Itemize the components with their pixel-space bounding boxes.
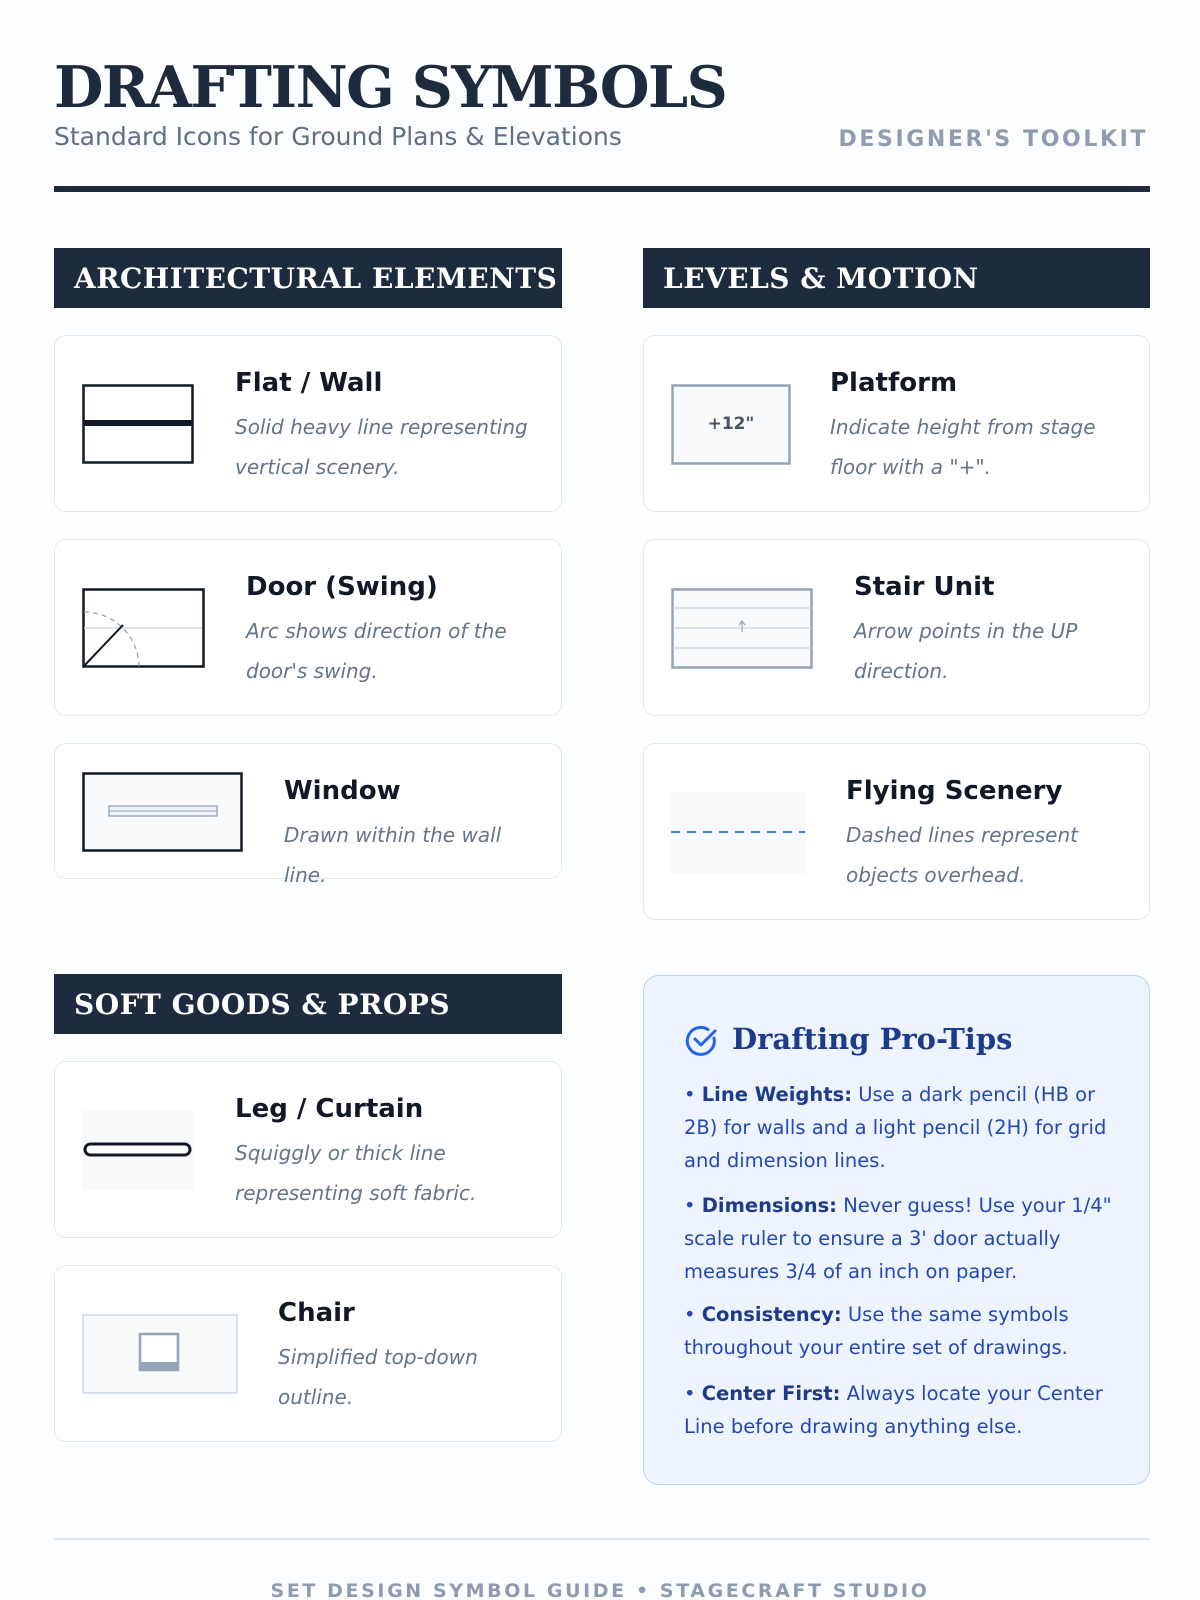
tip-label: Line Weights: <box>701 1083 852 1106</box>
platform-symbol-icon <box>671 384 791 466</box>
tip-label: Center First: <box>701 1382 841 1405</box>
symbol-name: Stair Unit <box>854 572 995 602</box>
tip-item: • Dimensions: Never guess! Use your 1/4" scale ruler to ensure a 3' door actually measures 3/4 of an inch on paper. <box>684 1194 1112 1283</box>
tip-label: Dimensions: <box>701 1194 837 1217</box>
tip-text: Use the same symbols throughout your entire set of drawings. <box>684 1303 1069 1359</box>
symbol-name: Chair <box>278 1298 355 1328</box>
header-divider <box>54 186 1150 192</box>
flying-scenery-symbol-icon <box>671 792 805 874</box>
symbol-description: Arc shows direction of the door's swing. <box>246 619 507 683</box>
symbol-description: Solid heavy line representing vertical scenery. <box>235 415 528 479</box>
chair-symbol-icon <box>82 1314 238 1394</box>
symbol-card-window <box>54 743 562 887</box>
flat-wall-symbol-icon <box>82 384 194 464</box>
page-header <box>54 55 1150 153</box>
tip-item: • Consistency: Use the same symbols throughout your entire set of drawings. <box>684 1303 1069 1359</box>
symbol-card-flying-scenery <box>643 743 1150 920</box>
symbol-name: Flying Scenery <box>846 776 1063 806</box>
tip-label: Consistency: <box>701 1303 842 1326</box>
tip-text: Never guess! Use your 1/4" scale ruler to ensure a 3' door actually measures 3/4 of an inch on paper. <box>684 1194 1112 1283</box>
symbol-name: Platform <box>830 368 958 398</box>
symbol-description: Indicate height from stage floor with a "+". <box>830 415 1096 479</box>
symbol-name: Door (Swing) <box>246 572 438 602</box>
page-footer: SET DESIGN SYMBOL GUIDE • STAGECRAFT STUDIO <box>270 1580 930 1600</box>
symbol-card-flat-wall <box>54 335 562 512</box>
leg-curtain-symbol-icon <box>82 1110 194 1190</box>
symbol-name: Leg / Curtain <box>235 1094 424 1124</box>
symbol-description: Simplified top-down outline. <box>278 1345 478 1409</box>
symbol-card-leg-curtain <box>54 1061 562 1238</box>
page-subtitle: Standard Icons for Ground Plans & Elevations <box>54 122 622 151</box>
section-header-architectural: ARCHITECTURAL ELEMENTS <box>54 248 562 308</box>
symbol-description: Drawn within the wall line. <box>284 823 502 887</box>
section-header-soft-goods: SOFT GOODS & PROPS <box>54 974 562 1034</box>
symbol-description: Squiggly or thick line representing soft fabric. <box>235 1141 477 1205</box>
pro-tips-title: Drafting Pro-Tips <box>732 1022 1013 1056</box>
tip-item: • Center First: Always locate your Center Line before drawing anything else. <box>684 1382 1103 1438</box>
tip-text: Use a dark pencil (HB or 2B) for walls and a light pencil (2H) for grid and dimension lines. <box>684 1083 1107 1172</box>
page-title: DRAFTING SYMBOLS <box>54 54 727 121</box>
symbol-card-chair <box>54 1265 562 1442</box>
symbol-description: Dashed lines represent objects overhead. <box>846 823 1078 887</box>
symbol-card-stair-unit <box>643 539 1150 716</box>
check-circle-icon <box>685 1024 719 1058</box>
section-header-levels: LEVELS & MOTION <box>643 248 1150 308</box>
symbol-name: Flat / Wall <box>235 368 383 398</box>
window-symbol-icon <box>82 772 244 852</box>
tip-item: • Line Weights: Use a dark pencil (HB or 2B) for walls and a light pencil (2H) for grid and dimension lines. <box>684 1083 1107 1172</box>
door-swing-symbol-icon <box>82 588 206 670</box>
footer-divider <box>54 1538 1150 1540</box>
pro-tips-panel <box>643 975 1150 1485</box>
symbol-description: Arrow points in the UP direction. <box>854 619 1078 683</box>
platform-height-label: +12" <box>707 414 755 434</box>
stair-unit-symbol-icon <box>671 588 813 670</box>
symbol-card-platform <box>643 335 1150 512</box>
tip-text: Always locate your Center Line before drawing anything else. <box>684 1382 1103 1438</box>
symbol-name: Window <box>284 776 401 806</box>
symbol-card-door-swing <box>54 539 562 716</box>
toolkit-badge: DESIGNER'S TOOLKIT <box>838 127 1148 152</box>
